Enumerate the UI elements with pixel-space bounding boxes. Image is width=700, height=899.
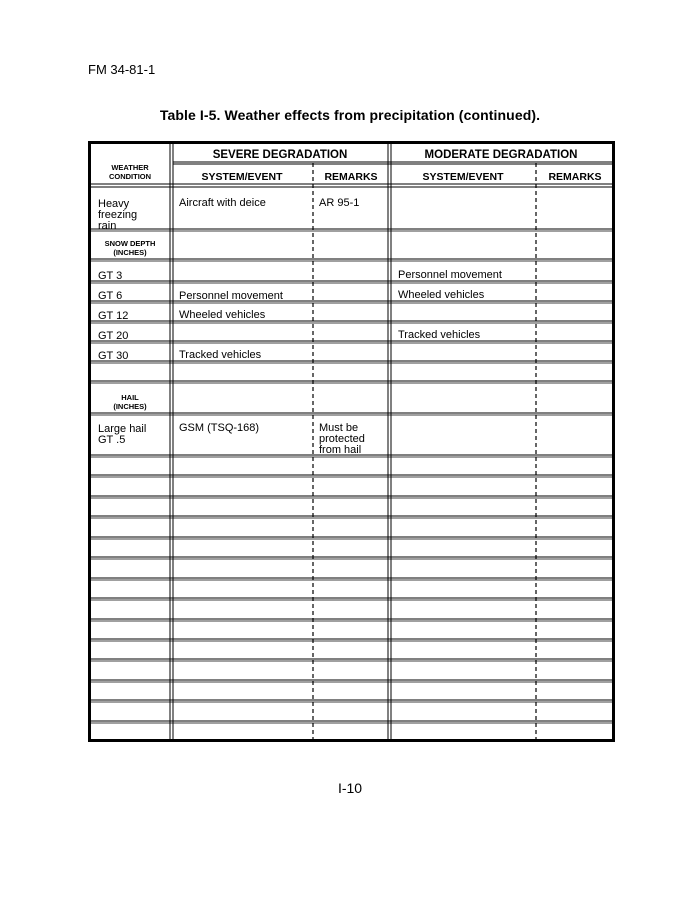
table-cell-moderate-system: Personnel movement	[398, 269, 502, 281]
table-cell-severe-system: Tracked vehicles	[179, 349, 262, 361]
table-cell-condition: Large hail GT .5	[98, 423, 147, 446]
table-cell-moderate-system: Tracked vehicles	[398, 329, 481, 341]
weather-effects-table	[88, 141, 615, 742]
section-label-hail: HAIL (INCHES)	[113, 393, 147, 411]
table-cell-condition: GT 30	[98, 350, 129, 362]
table-cell-moderate-system: Wheeled vehicles	[398, 289, 485, 301]
col-header-weather-condition: WEATHER CONDITION	[108, 163, 152, 181]
table-cell-severe-remarks: Must be protected from hail	[319, 422, 365, 456]
col-header-moderate-system: SYSTEM/EVENT	[422, 171, 504, 183]
table-cell-condition: GT 20	[98, 330, 129, 342]
section-label-snow-depth: SNOW DEPTH (INCHES)	[104, 239, 156, 257]
col-header-moderate-remarks: REMARKS	[548, 171, 602, 183]
page-number: I-10	[337, 780, 363, 796]
table-title: Table I-5. Weather effects from precipitation (continued).	[159, 107, 541, 123]
group-header-moderate: MODERATE DEGRADATION	[424, 149, 578, 161]
table-cell-severe-system: Personnel movement	[179, 290, 283, 302]
table-cell-condition: GT 3	[98, 270, 123, 282]
table-cell-condition: Heavy freezing rain	[98, 198, 138, 232]
group-header-severe: SEVERE DEGRADATION	[212, 149, 348, 161]
col-header-severe-remarks: REMARKS	[324, 171, 378, 183]
table-cell-severe-system: GSM (TSQ-168)	[179, 422, 260, 434]
table-cell-condition: GT 6	[98, 290, 123, 302]
table-cell-severe-system: Wheeled vehicles	[179, 309, 266, 321]
table-cell-severe-system: Aircraft with deice	[179, 197, 266, 209]
col-header-severe-system: SYSTEM/EVENT	[201, 171, 283, 183]
document-id: FM 34-81-1	[88, 62, 156, 77]
table-cell-condition: GT 12	[98, 310, 129, 322]
table-cell-severe-remarks: AR 95-1	[319, 197, 360, 209]
